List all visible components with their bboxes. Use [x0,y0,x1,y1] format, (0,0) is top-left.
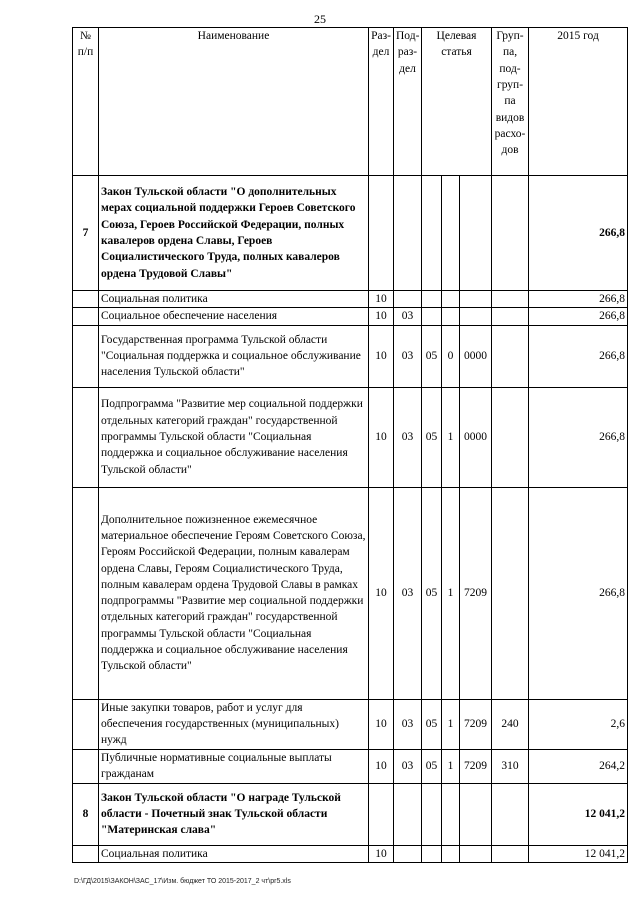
row-target-direction [460,308,492,325]
header-section: Раз- дел [369,28,394,176]
row-group [492,291,529,308]
row-group [492,845,529,862]
row-name: Иные закупки товаров, работ и услуг для обеспечения государственных (муниципальных) нужд [99,699,369,749]
header-year: 2015 год [529,28,628,176]
row-target-direction [460,783,492,845]
row-subsection: 03 [394,749,422,783]
row-target-program: 05 [422,387,442,487]
row-section: 10 [369,387,394,487]
row-section [369,783,394,845]
row-target-subprogram [442,176,460,291]
row-amount: 266,8 [529,325,628,387]
table-row [73,845,628,862]
row-num [73,291,99,308]
row-group: 310 [492,749,529,783]
row-target-program: 05 [422,699,442,749]
row-subsection [394,783,422,845]
row-target-program [422,783,442,845]
row-amount: 266,8 [529,487,628,699]
row-target-subprogram [442,308,460,325]
row-target-direction: 7209 [460,487,492,699]
row-name: Социальная политика [99,845,369,862]
row-subsection [394,291,422,308]
row-target-subprogram: 1 [442,749,460,783]
row-target-subprogram [442,291,460,308]
row-group [492,387,529,487]
row-target-program [422,291,442,308]
row-num [73,749,99,783]
row-name: Дополнительное пожизненное ежемесячное материальное обеспечение Героям Советского Союза, Героям Российской Федерации, полным кавалерам ордена Славы, Героям Социалистического Труда, полным кавалерам ордена Трудовой Славы в рамках подпрограммы "Развитие мер социальной поддержки отдельных категорий граждан" государственной программы Тульской области "Социальная поддержка и социальное обслуживание населения Тульской области" [99,487,369,699]
row-target-subprogram [442,845,460,862]
row-target-subprogram: 1 [442,387,460,487]
row-subsection: 03 [394,308,422,325]
row-target-direction: 0000 [460,325,492,387]
row-group: 240 [492,699,529,749]
row-target-program [422,308,442,325]
row-amount: 266,8 [529,387,628,487]
row-target-direction: 7209 [460,699,492,749]
row-name: Государственная программа Тульской области "Социальная поддержка и социальное обслуживание населения Тульской области" [99,325,369,387]
row-subsection: 03 [394,699,422,749]
row-num [73,308,99,325]
row-amount: 266,8 [529,308,628,325]
table-row [73,487,628,699]
row-group [492,308,529,325]
row-name: Закон Тульской области "О дополнительных мерах социальной поддержки Героев Советского Союза, Героев Российской Федерации, полных кавалеров ордена Славы, Героев Социалистического Труда, полных кавалеров ордена Трудовой Славы" [99,176,369,291]
table-row [73,387,628,487]
row-amount: 2,6 [529,699,628,749]
row-target-direction: 7209 [460,749,492,783]
row-target-program: 05 [422,487,442,699]
row-section: 10 [369,699,394,749]
row-num [73,699,99,749]
table-row [73,783,628,845]
row-target-direction [460,845,492,862]
header-row [73,28,628,176]
row-name: Социальное обеспечение населения [99,308,369,325]
row-num [73,325,99,387]
row-group [492,325,529,387]
budget-table [72,27,628,863]
row-target-subprogram [442,783,460,845]
row-section: 10 [369,487,394,699]
row-section: 10 [369,749,394,783]
row-group [492,487,529,699]
row-amount: 12 041,2 [529,845,628,862]
row-name: Подпрограмма "Развитие мер социальной поддержки отдельных категорий граждан" государственной программы Тульской области "Социальная поддержка и социальное обслуживание населения Тульской области" [99,387,369,487]
row-subsection: 03 [394,325,422,387]
table-row [73,308,628,325]
row-target-direction: 0000 [460,387,492,487]
row-target-program: 05 [422,749,442,783]
header-name: Наименование [99,28,369,176]
row-section: 10 [369,308,394,325]
table-row [73,176,628,291]
header-num: № п/п [73,28,99,176]
row-subsection: 03 [394,487,422,699]
row-target-program: 05 [422,325,442,387]
row-subsection: 03 [394,387,422,487]
row-amount: 12 041,2 [529,783,628,845]
row-group [492,176,529,291]
row-num [73,845,99,862]
row-name: Закон Тульской области "О награде Тульской области - Почетный знак Тульской области "Материнская слава" [99,783,369,845]
row-target-direction [460,176,492,291]
row-num: 7 [73,176,99,291]
row-group [492,783,529,845]
row-target-subprogram: 1 [442,487,460,699]
header-group: Груп- па, под- груп- па видов расхо- дов [492,28,529,176]
file-path-footer: D:\ГД\2015\ЗАКОН\ЗАС_17\Изм. бюджет ТО 2015-2017_2 чт\pr5.xls [74,878,291,885]
page-number: 25 [314,12,326,26]
row-num: 8 [73,783,99,845]
row-section: 10 [369,291,394,308]
row-amount: 264,2 [529,749,628,783]
table-row [73,325,628,387]
table-row [73,291,628,308]
row-section [369,176,394,291]
row-name: Публичные нормативные социальные выплаты гражданам [99,749,369,783]
row-target-program [422,176,442,291]
row-num [73,487,99,699]
header-subsection: Под- раз- дел [394,28,422,176]
row-name: Социальная политика [99,291,369,308]
header-target: Целевая статья [422,28,492,176]
row-target-program [422,845,442,862]
row-target-direction [460,291,492,308]
row-target-subprogram: 0 [442,325,460,387]
row-subsection [394,845,422,862]
row-amount: 266,8 [529,291,628,308]
row-subsection [394,176,422,291]
table-row [73,699,628,749]
table-row [73,749,628,783]
row-num [73,387,99,487]
row-section: 10 [369,325,394,387]
row-amount: 266,8 [529,176,628,291]
row-target-subprogram: 1 [442,699,460,749]
row-section: 10 [369,845,394,862]
